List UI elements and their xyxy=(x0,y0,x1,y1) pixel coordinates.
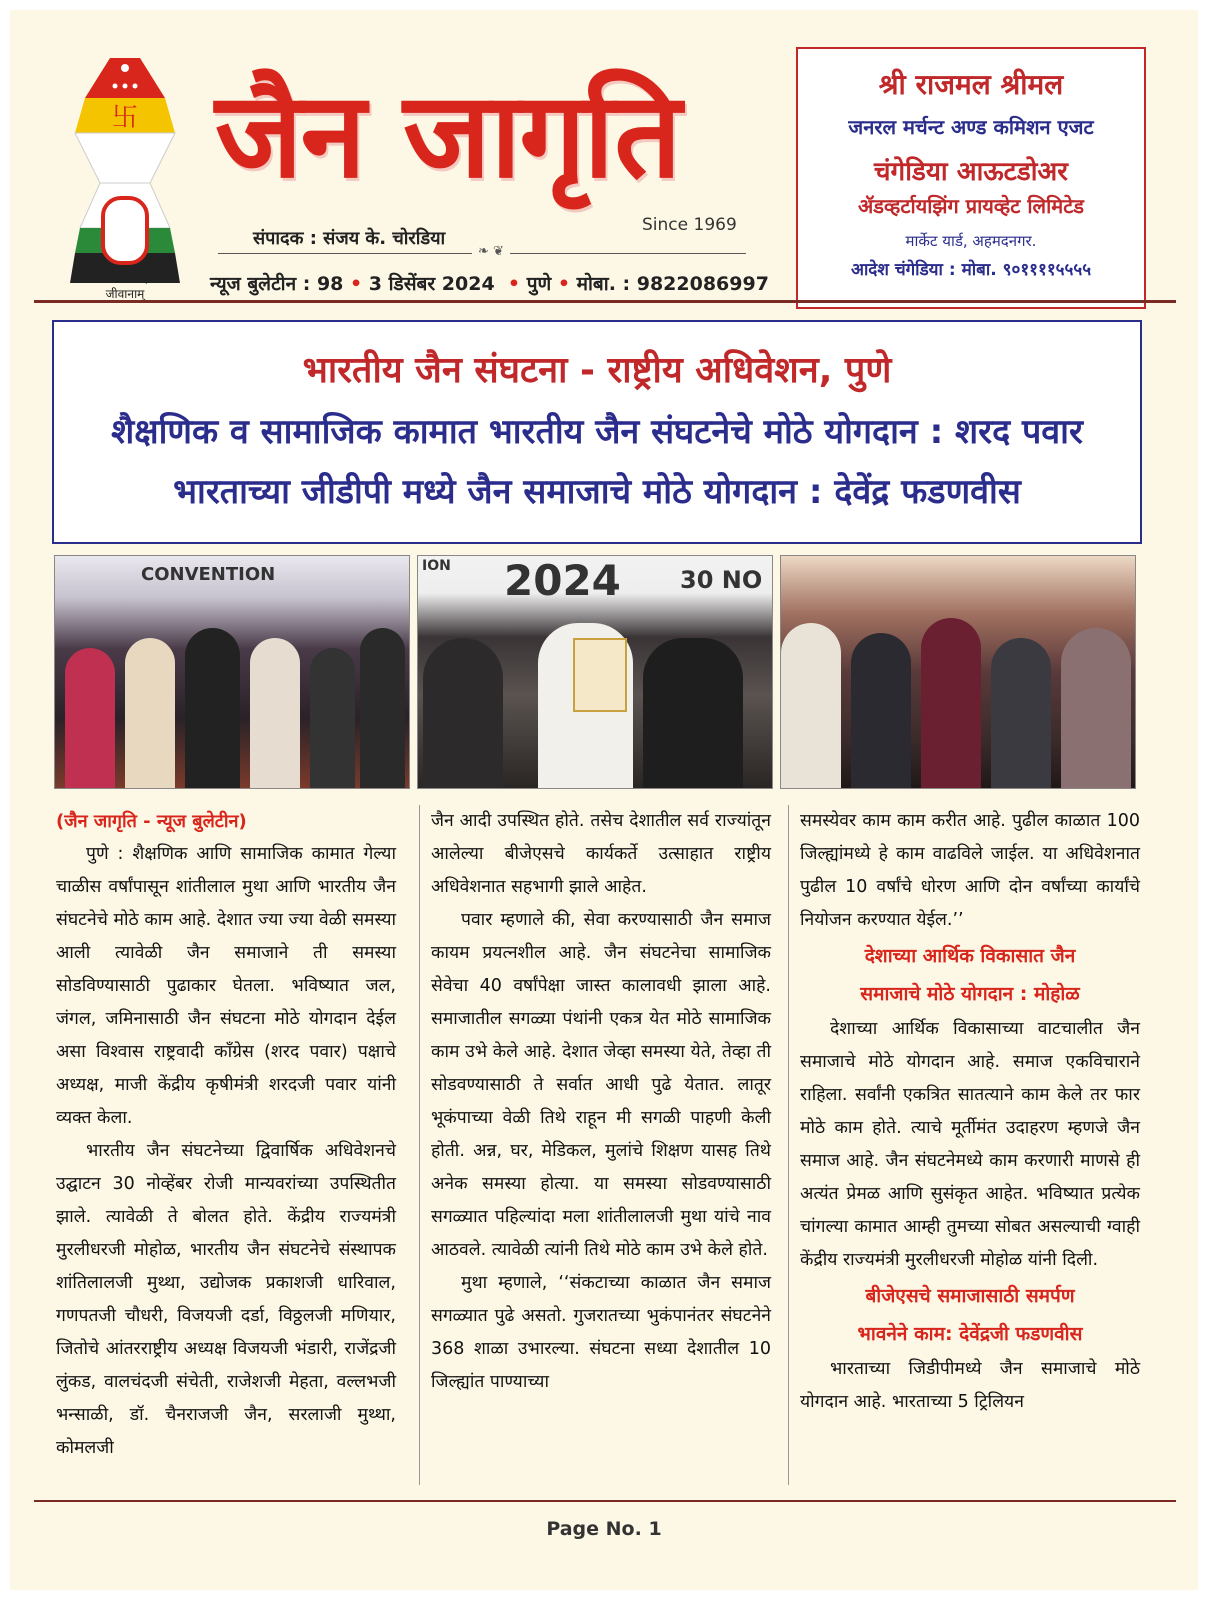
subheading-line: भावनेने काम: देवेंद्रजी फडणवीस xyxy=(857,1323,1083,1345)
newspaper-page xyxy=(10,10,1198,1590)
since-label: Since 1969 xyxy=(642,215,737,235)
headline-kicker: भारतीय जैन संघटना - राष्ट्रीय अधिवेशन, पुणे xyxy=(302,350,892,391)
editor-line: संपादक : संजय के. चोरडिया xyxy=(253,228,446,249)
column-divider xyxy=(788,805,789,1485)
ad-contact: आदेश चंगेडिया : मोबा. ९०११११५५५५ xyxy=(850,260,1092,280)
advertisement-box xyxy=(796,47,1146,309)
headline-main: शैक्षणिक व सामाजिक कामात भारतीय जैन संघटनेचे मोठे योगदान : शरद पवार xyxy=(111,412,1083,452)
photo-banner-text: 2024 xyxy=(504,556,621,605)
ad-line: श्री राजमल श्रीमल xyxy=(878,68,1064,101)
page-number: Page No. 1 xyxy=(546,1518,662,1540)
ad-line: जनरल मर्चन्ट अण्ड कमिशन एजट xyxy=(848,115,1094,139)
headline-secondary: भारताच्या जीडीपी मध्ये जैन समाजाचे मोठे योगदान : देवेंद्र फडणवीस xyxy=(173,472,1021,512)
contact-phone: मोबा. : 9822086997 xyxy=(576,273,769,295)
photo-banner-text: CONVENTION xyxy=(141,564,276,585)
photo-banner-text: 30 NO xyxy=(680,566,763,594)
ad-address: मार्केट यार्ड, अहमदनगर. xyxy=(905,232,1037,250)
masthead-title: जैन जागृति xyxy=(215,65,680,204)
logo-caption xyxy=(60,270,190,302)
event-photo-felicitation xyxy=(417,555,773,789)
article-paragraph: देशाच्या आर्थिक विकासाच्या वाटचालीत जैन समाजाचे मोठे योगदान आहे. समाज एकविचाराने राहिला. सर्वांनी एकत्रित सातत्याने काम केले तर फार मोठे काम होते. त्याचे मूर्तीमंत उदाहरण म्हणजे जैन समाज आहे. जैन संघटनेमध्ये काम करणारी माणसे ही अत्यंत प्रेमळ आणि सुसंकृत आहेत. भविष्यात प्रत्येक चांगल्या कामात आम्ही तुमच्या सोबत असल्याची ग्वाही केंद्रीय राज्यमंत्री मुरलीधरजी मोहोळ यांनी दिली. xyxy=(800,1019,1140,1270)
article-paragraph: मुथा म्हणाले, ‘‘संकटाच्या काळात जैन समाज सगळ्यात पुढे असतो. गुजरातच्या भुकंपानंतर संघटनेने 368 शाळा उभारल्या. संघटना सध्या देशातील 10 जिल्ह्यांत पाण्याच्या xyxy=(431,1273,771,1392)
subheading xyxy=(800,937,1140,1013)
article-column-3 xyxy=(800,805,1140,1419)
article-paragraph: पुणे : शैक्षणिक आणि सामाजिक कामात गेल्या चाळीस वर्षांपासून शांतीलाल मुथा आणि भारतीय जैन संघटनेचे मोठे काम आहे. देशात ज्या ज्या वेळी समस्या आली त्यावेळी जैन समाजाने ती समस्या सोडविण्यासाठी पुढाकार घेतला. भविष्यात जल, जंगल, जमिनासाठी जैन संघटना मोठे योगदान देईल असा विश्वास राष्ट्रवादी कॉंग्रेस (शरद पवार) पक्षाचे अध्यक्ष, माजी केंद्रीय कृषीमंत्री शरदजी पवार यांनी व्यक्त केला. xyxy=(56,844,396,1128)
jain-emblem-logo xyxy=(70,58,180,298)
article-paragraph: पवार म्हणाले की, सेवा करण्यासाठी जैन समाज कायम प्रयत्नशील आहे. जैन संघटनेचा सामाजिक सेवेचा 40 वर्षांपेक्षा जास्त कालावधी झाला आहे. समाजातील सगळ्या पंथांनी एकत्र येत मोठे सामाजिक काम उभे केले आहे. देशात जेव्हा समस्या येते, तेव्हा ती सोडवण्यासाठी ते सर्वात आधी पुढे येतात. लातूर भूकंपाच्या वेळी तिथे राहून मी सगळी पाहणी केली होती. अन्न, घर, मेडिकल, मुलांचे शिक्षण यासह तिथे अनेक समस्या होत्या. या समस्या सोडवण्यासाठी सगळ्यात पहिल्यांदा मला शांतीलालजी मुथा यांचे नाव आठवले. त्यावेळी त्यांनी तिथे मोठे काम उभे केले होते. xyxy=(431,910,771,1260)
subheading-line: बीजेएसचे समाजासाठी समर्पण xyxy=(865,1285,1075,1307)
logo-caption-line: परस्परोपग्रहो xyxy=(97,271,153,285)
ad-line: चंगेडिया आऊटडोअर xyxy=(874,157,1068,187)
subheading-line: समाजाचे मोठे योगदान : मोहोळ xyxy=(860,983,1080,1005)
article-column-1 xyxy=(56,805,396,1465)
article-byline: (जैन जागृति - न्यूज बुलेटीन) xyxy=(56,811,247,832)
photo-banner-text: ION xyxy=(422,558,451,574)
article-paragraph: भारतीय जैन संघटनेच्या द्विवार्षिक अधिवेशनचे उद्घाटन 30 नोव्हेंबर रोजी मान्यवरांच्या उपस्थितीत झाले. त्यावेळी ते बोलत होते. केंद्रीय राज्यमंत्री मुरलीधरजी मोहोळ, भारतीय जैन संघटनेचे संस्थापक शांतिलालजी मुथ्था, उद्योजक प्रकाशजी धारिवाल, गणपतजी चौधरी, विजयजी दर्डा, विठ्ठलजी मणियार, जितोचे आंतरराष्ट्रीय अध्यक्ष विजयजी भंडारी, राजेंद्रजी लुंकड, वालचंदजी संचेती, राजेशजी मेहता, वल्लभजी भन्साळी, डॉ. चैनराजजी जैन, सरलाजी मुथ्था, कोमलजी xyxy=(56,1141,396,1458)
ad-line: ॲडव्हर्टायझिंग प्रायव्हेट लिमिटेड xyxy=(857,194,1085,218)
issue-city: पुणे xyxy=(526,273,552,295)
article-paragraph: जैन आदी उपस्थित होते. तसेच देशातील सर्व राज्यांतून आलेल्या बीजेएसचे कार्यकर्ते उत्साहात राष्ट्रीय अधिवेशनात सहभागी झाले आहेत. xyxy=(431,811,771,897)
article-column-2 xyxy=(431,805,771,1399)
event-photo-lamp-lighting xyxy=(54,555,410,789)
issue-date: 3 डिसेंबर 2024 xyxy=(368,273,495,295)
article-paragraph: समस्येवर काम काम करीत आहे. पुढील काळात 100 जिल्ह्यांमध्ये हे काम वाढविले जाईल. या अधिवेशनात पुढील 10 वर्षांचे धोरण आणि दोन वर्षांच्या कार्यांचे नियोजन करण्यात येईल.’’ xyxy=(800,811,1140,930)
event-photo-inauguration xyxy=(780,555,1136,789)
header-divider xyxy=(34,300,1176,303)
bulletin-number: न्यूज बुलेटीन : 98 xyxy=(210,273,344,295)
bulletin-info: न्यूज बुलेटीन : 98 • 3 डिसेंबर 2024 • पुणे • मोबा. : 9822086997 xyxy=(210,273,769,295)
svg-text:卐: 卐 xyxy=(111,103,139,133)
column-divider xyxy=(419,805,420,1485)
article-paragraph: भारताच्या जिडीपीमध्ये जैन समाजाचे मोठे योगदान आहे. भारताच्या 5 ट्रिलियन xyxy=(800,1359,1140,1412)
subheading xyxy=(800,1277,1140,1353)
logo-caption-line: जीवानाम् xyxy=(105,287,145,301)
footer-divider xyxy=(34,1500,1176,1502)
subheading-line: देशाच्या आर्थिक विकासात जैन xyxy=(864,945,1076,967)
ornament-icon: ❧ ❦ xyxy=(472,244,510,259)
headline-box xyxy=(52,320,1142,544)
